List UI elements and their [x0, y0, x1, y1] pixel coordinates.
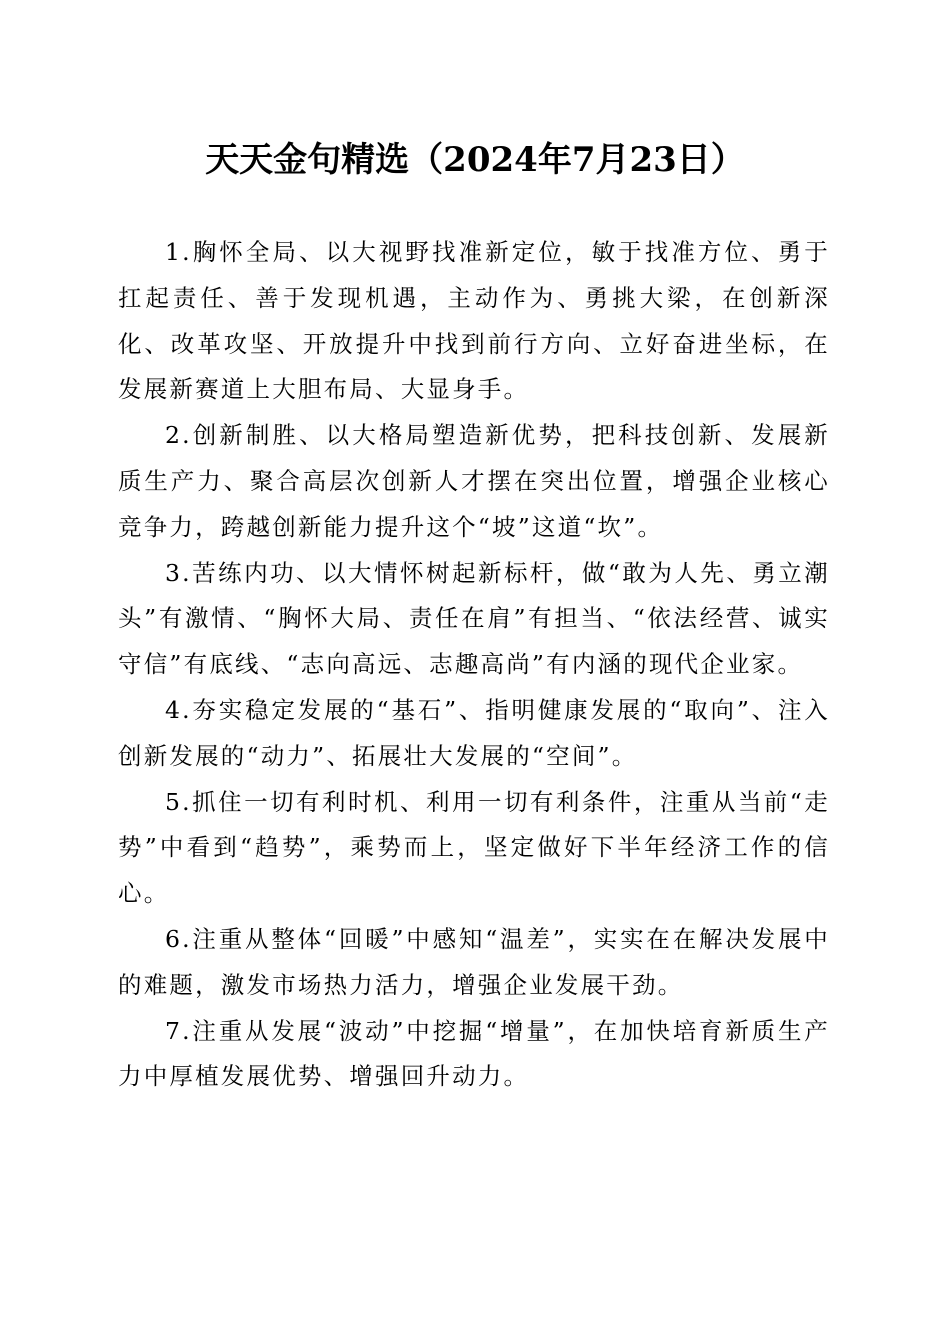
- paragraph-6: 6.注重从整体“回暖”中感知“温差”，实实在在解决发展中的难题，激发市场热力活力，增强企业发展干劲。: [118, 924, 830, 999]
- paragraph-3: 3.苦练内功、以大情怀树起新标杆，做“敢为人先、勇立潮头”有激情、“胸怀大局、责任在肩”有担当、“依法经营、诚实守信”有底线、“志向高远、志趣高尚”有内涵的现代企业家。: [118, 558, 830, 679]
- document-title: 天天金句精选（2024年7月23日）: [205, 140, 745, 180]
- paragraph-5: 5.抓住一切有利时机、利用一切有利条件，注重从当前“走势”中看到“趋势”，乘势而上，坚定做好下半年经济工作的信心。: [118, 787, 830, 908]
- paragraph-2: 2.创新制胜、以大格局塑造新优势，把科技创新、发展新质生产力、聚合高层次创新人才摆在突出位置，增强企业核心竞争力，跨越创新能力提升这个“坡”这道“坎”。: [118, 421, 830, 541]
- document-body: [118, 230, 830, 1100]
- paragraph-1: 1.胸怀全局、以大视野找准新定位，敏于找准方位、勇于扛起责任、善于发现机遇，主动作为、勇挑大梁，在创新深化、改革攻坚、开放提升中找到前行方向、立好奋进坐标，在发展新赛道上大胆布局、大显身手。: [118, 238, 830, 404]
- paragraph-4: 4.夯实稳定发展的“基石”、指明健康发展的“取向”、注入创新发展的“动力”、拓展壮大发展的“空间”。: [118, 695, 830, 770]
- paragraph-7: 7.注重从发展“波动”中挖掘“增量”，在加快培育新质生产力中厚植发展优势、增强回升动力。: [118, 1016, 830, 1091]
